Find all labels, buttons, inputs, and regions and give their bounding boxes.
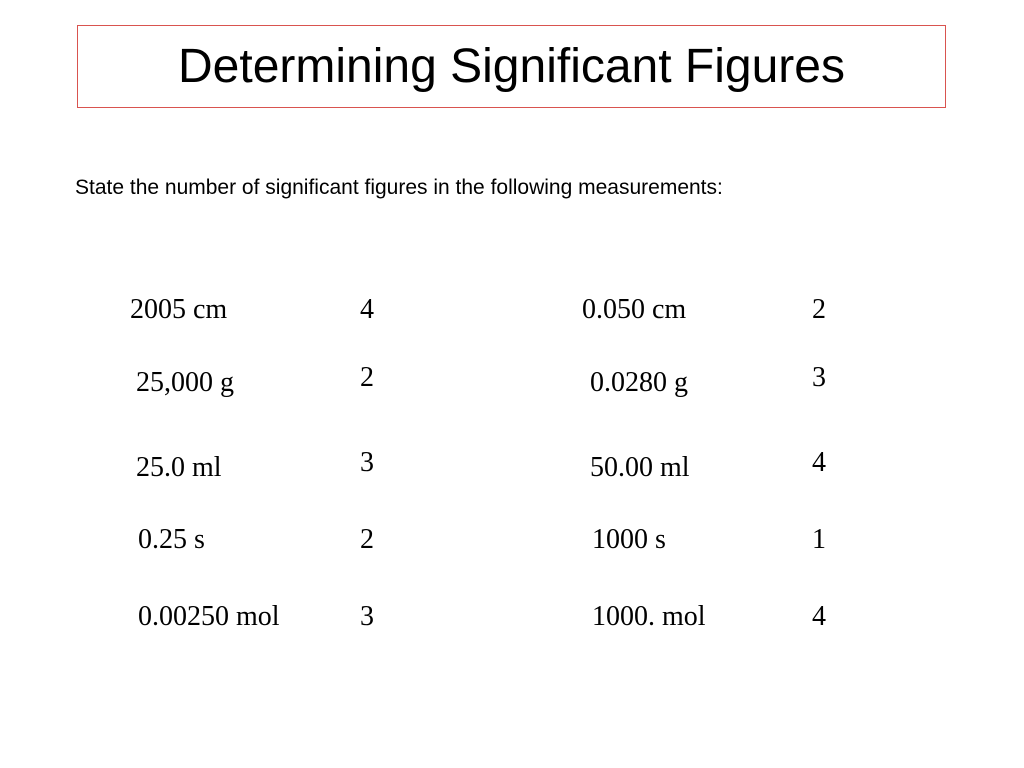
- measurement-left: 2005 cm: [130, 294, 228, 325]
- page-title: Determining Significant Figures: [178, 39, 845, 93]
- measurement-left: 25,000 g: [136, 367, 234, 398]
- answer-left: 3: [360, 601, 374, 632]
- title-box: [77, 25, 946, 108]
- answer-left: 4: [360, 294, 374, 325]
- measurement-left: 0.25 s: [138, 524, 205, 555]
- answer-right: 4: [812, 447, 826, 478]
- measurement-right: 1000. mol: [592, 601, 706, 632]
- measurement-right: 50.00 ml: [590, 452, 690, 483]
- answer-right: 2: [812, 294, 826, 325]
- measurement-right: 1000 s: [592, 524, 666, 555]
- answer-left: 2: [360, 362, 374, 393]
- answer-left: 3: [360, 447, 374, 478]
- instruction-text: State the number of significant figures in the following measurements:: [75, 176, 723, 199]
- answer-right: 4: [812, 601, 826, 632]
- measurement-right: 0.0280 g: [590, 367, 688, 398]
- measurement-left: 25.0 ml: [136, 452, 222, 483]
- answer-left: 2: [360, 524, 374, 555]
- answer-right: 1: [812, 524, 826, 555]
- measurement-right: 0.050 cm: [582, 294, 687, 325]
- measurement-left: 0.00250 mol: [138, 601, 280, 632]
- answer-right: 3: [812, 362, 826, 393]
